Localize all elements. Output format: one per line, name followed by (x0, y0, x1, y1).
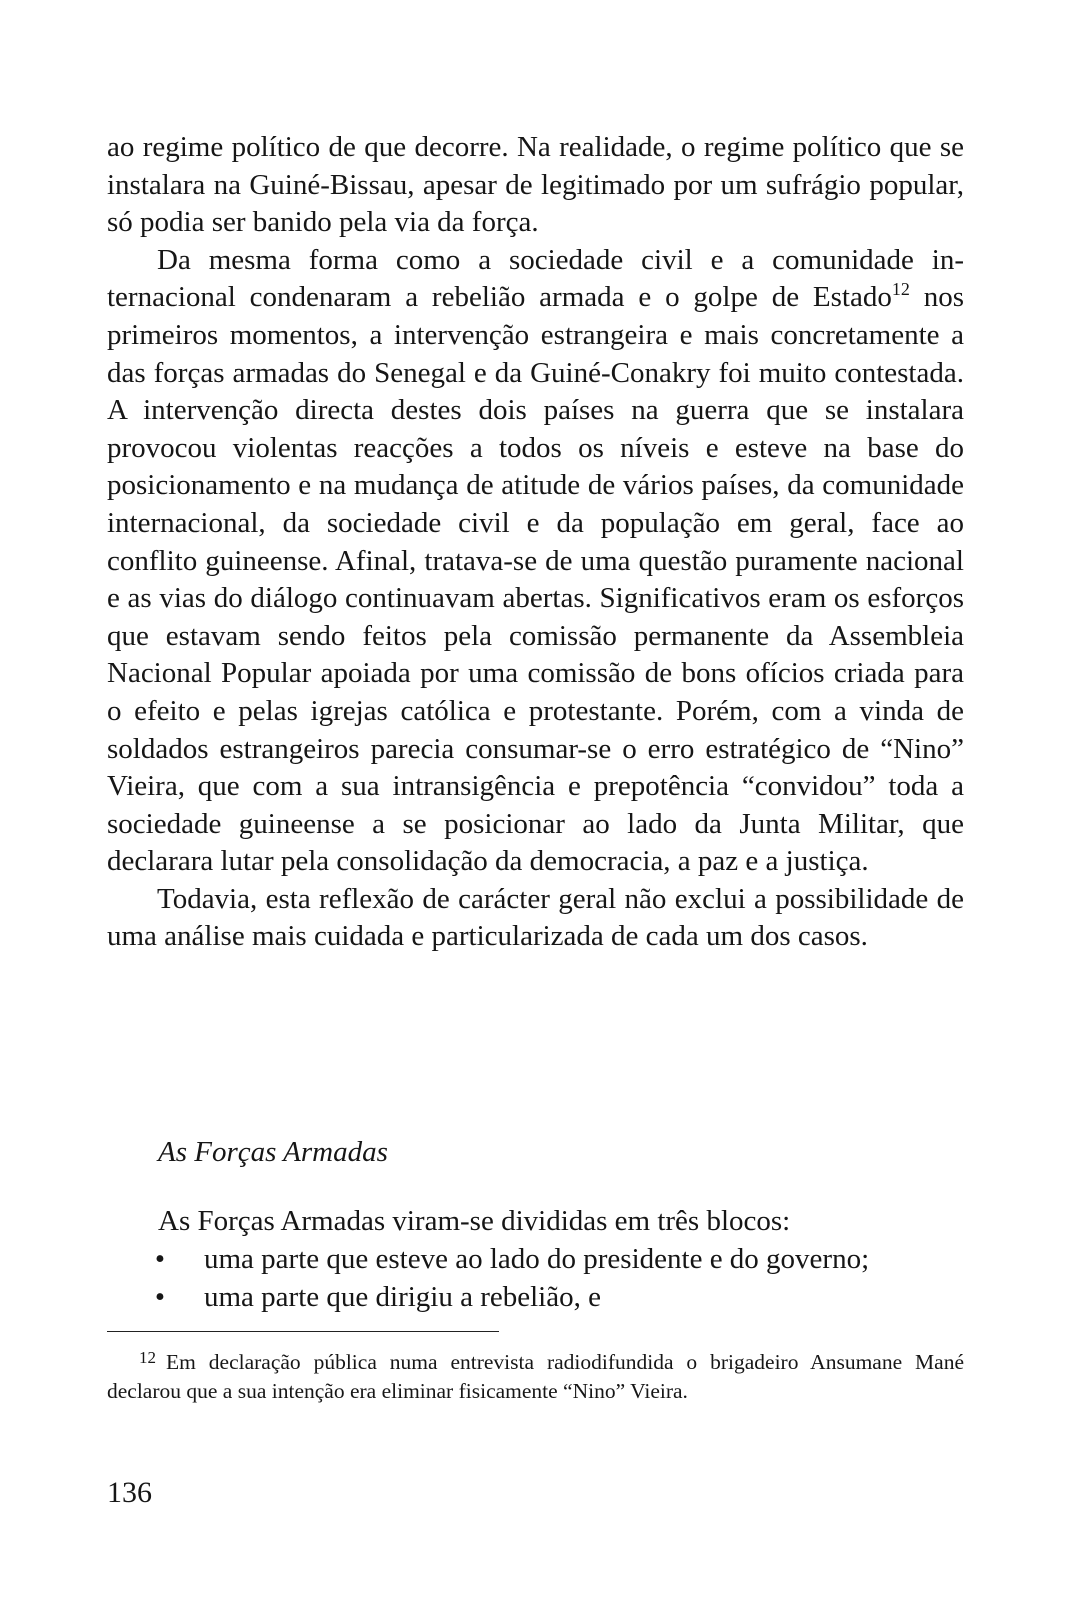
body-text (107, 129, 964, 956)
list-item (150, 1240, 869, 1278)
paragraph-2 (107, 242, 964, 881)
list-intro: As Forças Armadas viram-se divididas em três blocos: (158, 1205, 791, 1237)
bullet-list (150, 1240, 869, 1316)
list-item-text: uma parte que dirigiu a rebelião, e (204, 1281, 601, 1313)
bullet-icon: • (154, 1243, 166, 1275)
paragraph-3: Todavia, esta reflexão de carácter geral não exclui a possibilidade de uma análise mais cuidada e particularizada de cada um dos casos. (107, 882, 964, 953)
bullet-icon: • (154, 1281, 166, 1313)
section-heading: As Forças Armadas (158, 1136, 388, 1168)
footnote-reference: 12 (891, 279, 910, 300)
list-item (150, 1278, 869, 1316)
footnote-text: Em declaração pública numa entrevista radiodifundida o brigadeiro Ansumane Mané declarou que a sua intenção era eliminar fisicamente “Nino” Vieira. (107, 1350, 964, 1403)
page-number: 136 (107, 1476, 152, 1509)
paragraph-2-rest: nos primeiros momentos, a intervenção estrangeira e mais concretamente a das forças armadas do Senegal e da Guiné-Conakry foi muito contestada. A intervenção directa destes dois países na guerra que se instalara provocou violentas reacções a todos os níveis e esteve na base do posicionamento e na mudança de atitude de vários países, da comunidade internacional, da sociedade civil e da população em geral, face ao conflito guineense. Afinal, tratava-se de uma questão puramente nacional e as vias do diálogo continuavam abertas. Significativos eram os esforços que estavam sendo feitos pela comissão permanente da Assembleia Nacional Popular apoiada por uma comissão de bons ofícios criada para o efeito e pelas igrejas católica e protestante. Porém, com a vinda de soldados estrangeiros parecia consumar-se o erro estratégico de “Nino” Vieira, que com a sua intransigência e prepotência “convidou” toda a sociedade guineense a se posicionar ao lado da Junta Militar, que declarara lutar pela consolidação da democracia, a paz e a justiça. (107, 281, 964, 878)
list-item-text: uma parte que esteve ao lado do presidente e do governo; (204, 1243, 870, 1275)
paragraph-2-start: Da mesma forma como a sociedade civil e a comunidade internacional condenaram a rebelião armada e o golpe de Estado (107, 243, 964, 314)
footnote-divider (107, 1331, 499, 1332)
paragraph-1: ao regime político de que decorre. Na realidade, o regime político que se instalara na Guiné-Bissau, apesar de legitimado por um sufrágio popular, só podia ser banido pela via da força. (107, 131, 964, 239)
footnote: 12 Em declaração pública numa entrevista radiodifundida o brigadeiro Ansumane Mané declarou que a sua intenção era eliminar fisicamente “Nino” Vieira. (107, 1348, 964, 1403)
